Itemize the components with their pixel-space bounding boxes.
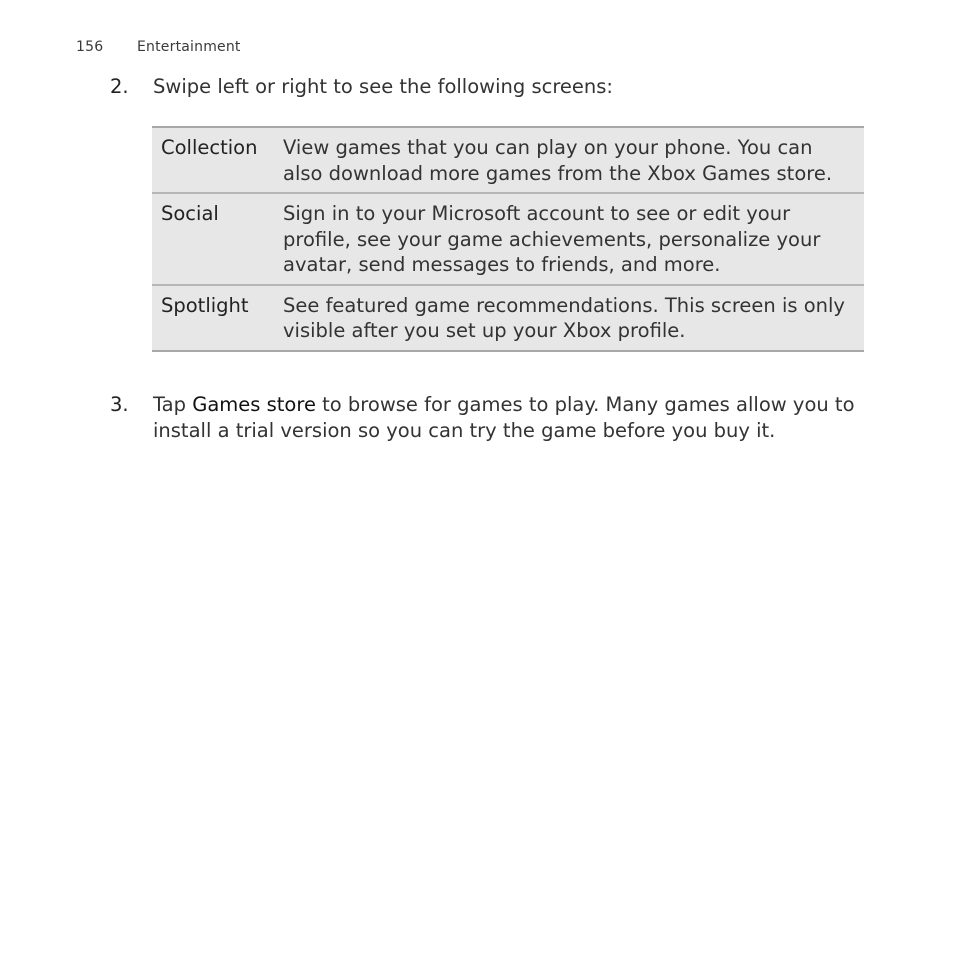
section-title: Entertainment (137, 39, 241, 55)
step-2 (110, 74, 870, 100)
screen-name: Spotlight (152, 285, 283, 351)
table-row (152, 127, 864, 193)
table-row (152, 285, 864, 351)
step-text-before: Tap (153, 393, 193, 416)
step-text (153, 392, 866, 444)
screen-description: View games that you can play on your phone. You can also download more games from the Xbox Games store. (283, 136, 833, 185)
step-number: 2. (110, 75, 129, 98)
screen-name: Collection (161, 136, 258, 159)
screen-description: See featured game recommendations. This screen is only visible after you set up your Xbox profile. (283, 285, 864, 351)
page-number: 156 (76, 39, 104, 55)
screen-description: Sign in to your Microsoft account to see or edit your profile, see your game achievements, personalize your avatar, send messages to friends, and more. (283, 193, 864, 285)
table-row (152, 193, 864, 285)
step-text: Swipe left or right to see the following screens: (153, 75, 614, 98)
step-number: 3. (110, 393, 129, 416)
step-3 (110, 392, 870, 444)
screen-name: Social (152, 193, 283, 285)
screens-table (152, 126, 864, 352)
step-text-after: to browse for games to play. Many games allow you to install a trial version so you can try the game before you buy it. (153, 393, 855, 442)
running-head (76, 39, 241, 55)
games-store-term: Games store (192, 393, 316, 416)
